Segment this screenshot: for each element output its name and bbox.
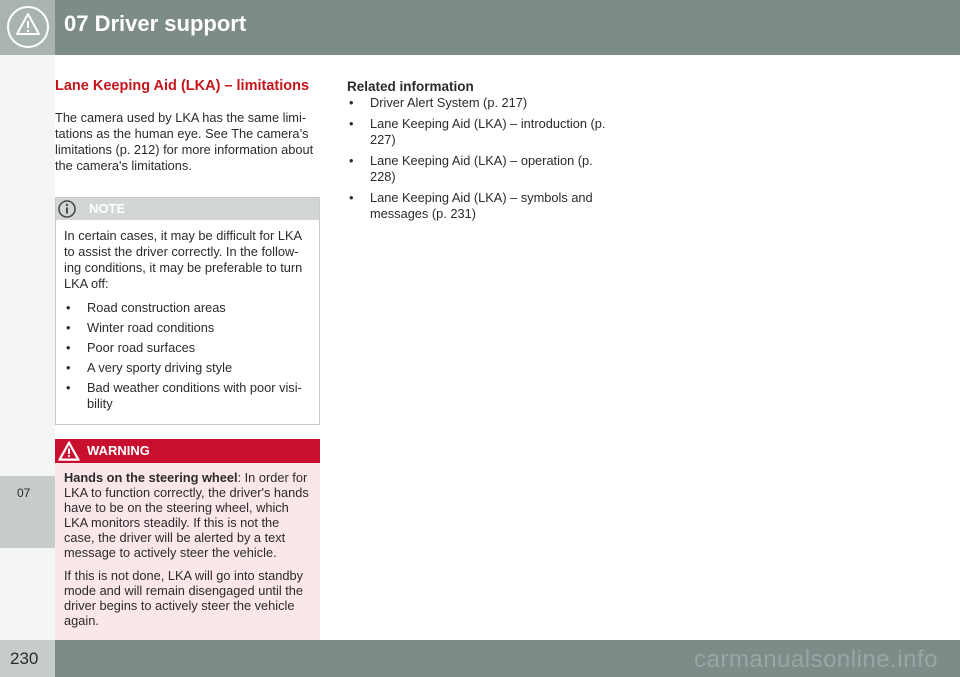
note-list	[64, 300, 311, 412]
note-header	[56, 198, 319, 220]
warning-body	[55, 463, 320, 643]
note-label: NOTE	[89, 201, 126, 216]
list-item: • A very sporty driving style	[64, 360, 311, 376]
list-item: • Bad weather conditions with poor visi-bility	[64, 380, 311, 412]
chapter-tab[interactable]	[0, 476, 55, 548]
page-number: 230	[10, 649, 39, 668]
page-header	[0, 0, 960, 55]
list-item: • Winter road conditions	[64, 320, 311, 336]
related-list	[347, 95, 607, 222]
warning-paragraph-2: If this is not done, LKA will go into standby mode and will remain disengaged until the driver begins to actively steer the vehicle again.	[64, 568, 304, 628]
header-badge	[0, 0, 55, 55]
intro-text: The camera used by LKA has the same limi-tations as the human eye. See The camera’s limitations (p. 212) for more information about the camera's limitations.	[55, 110, 314, 173]
related-link[interactable]: • Driver Alert System (p. 217)	[347, 95, 607, 111]
chapter-tab-label: 07	[17, 486, 31, 500]
page-footer	[0, 640, 960, 677]
chapter-title: 07 Driver support	[64, 11, 247, 36]
warning-bold-lead: Hands on the steering wheel	[64, 470, 238, 485]
warning-text: : In order for LKA to function correctly, the driver's hands have to be on the steering wheel, which LKA monitors steadily. If this is not the case, the driver will be alerted by a text message to actively steer the vehicle.	[64, 470, 309, 560]
warning-box	[55, 439, 320, 643]
side-strip	[0, 55, 55, 640]
warning-triangle-icon	[57, 440, 81, 462]
info-icon	[58, 200, 76, 218]
related-title: Related information	[347, 79, 474, 94]
note-box	[55, 197, 320, 425]
related-section	[347, 79, 607, 227]
note-body	[56, 220, 319, 424]
main-column	[55, 78, 320, 643]
warning-label: WARNING	[87, 443, 150, 458]
list-item: • Poor road surfaces	[64, 340, 311, 356]
list-item: • Road construction areas	[64, 300, 311, 316]
warning-paragraph	[64, 470, 311, 560]
watermark: carmanualsonline.info	[694, 646, 938, 673]
page-number-box	[0, 640, 55, 677]
note-text: In certain cases, it may be difficult for LKA to assist the driver correctly. In the follow-ing conditions, it may be preferable to turn LKA off:	[64, 228, 303, 291]
section-title: Lane Keeping Aid (LKA) – limitations	[55, 78, 310, 94]
related-link[interactable]: • Lane Keeping Aid (LKA) – symbols and messages (p. 231)	[347, 190, 607, 222]
warning-header	[55, 439, 320, 463]
warning-triangle-icon	[5, 4, 51, 50]
related-link[interactable]: • Lane Keeping Aid (LKA) – introduction (p. 227)	[347, 116, 607, 148]
related-link[interactable]: • Lane Keeping Aid (LKA) – operation (p. 228)	[347, 153, 607, 185]
